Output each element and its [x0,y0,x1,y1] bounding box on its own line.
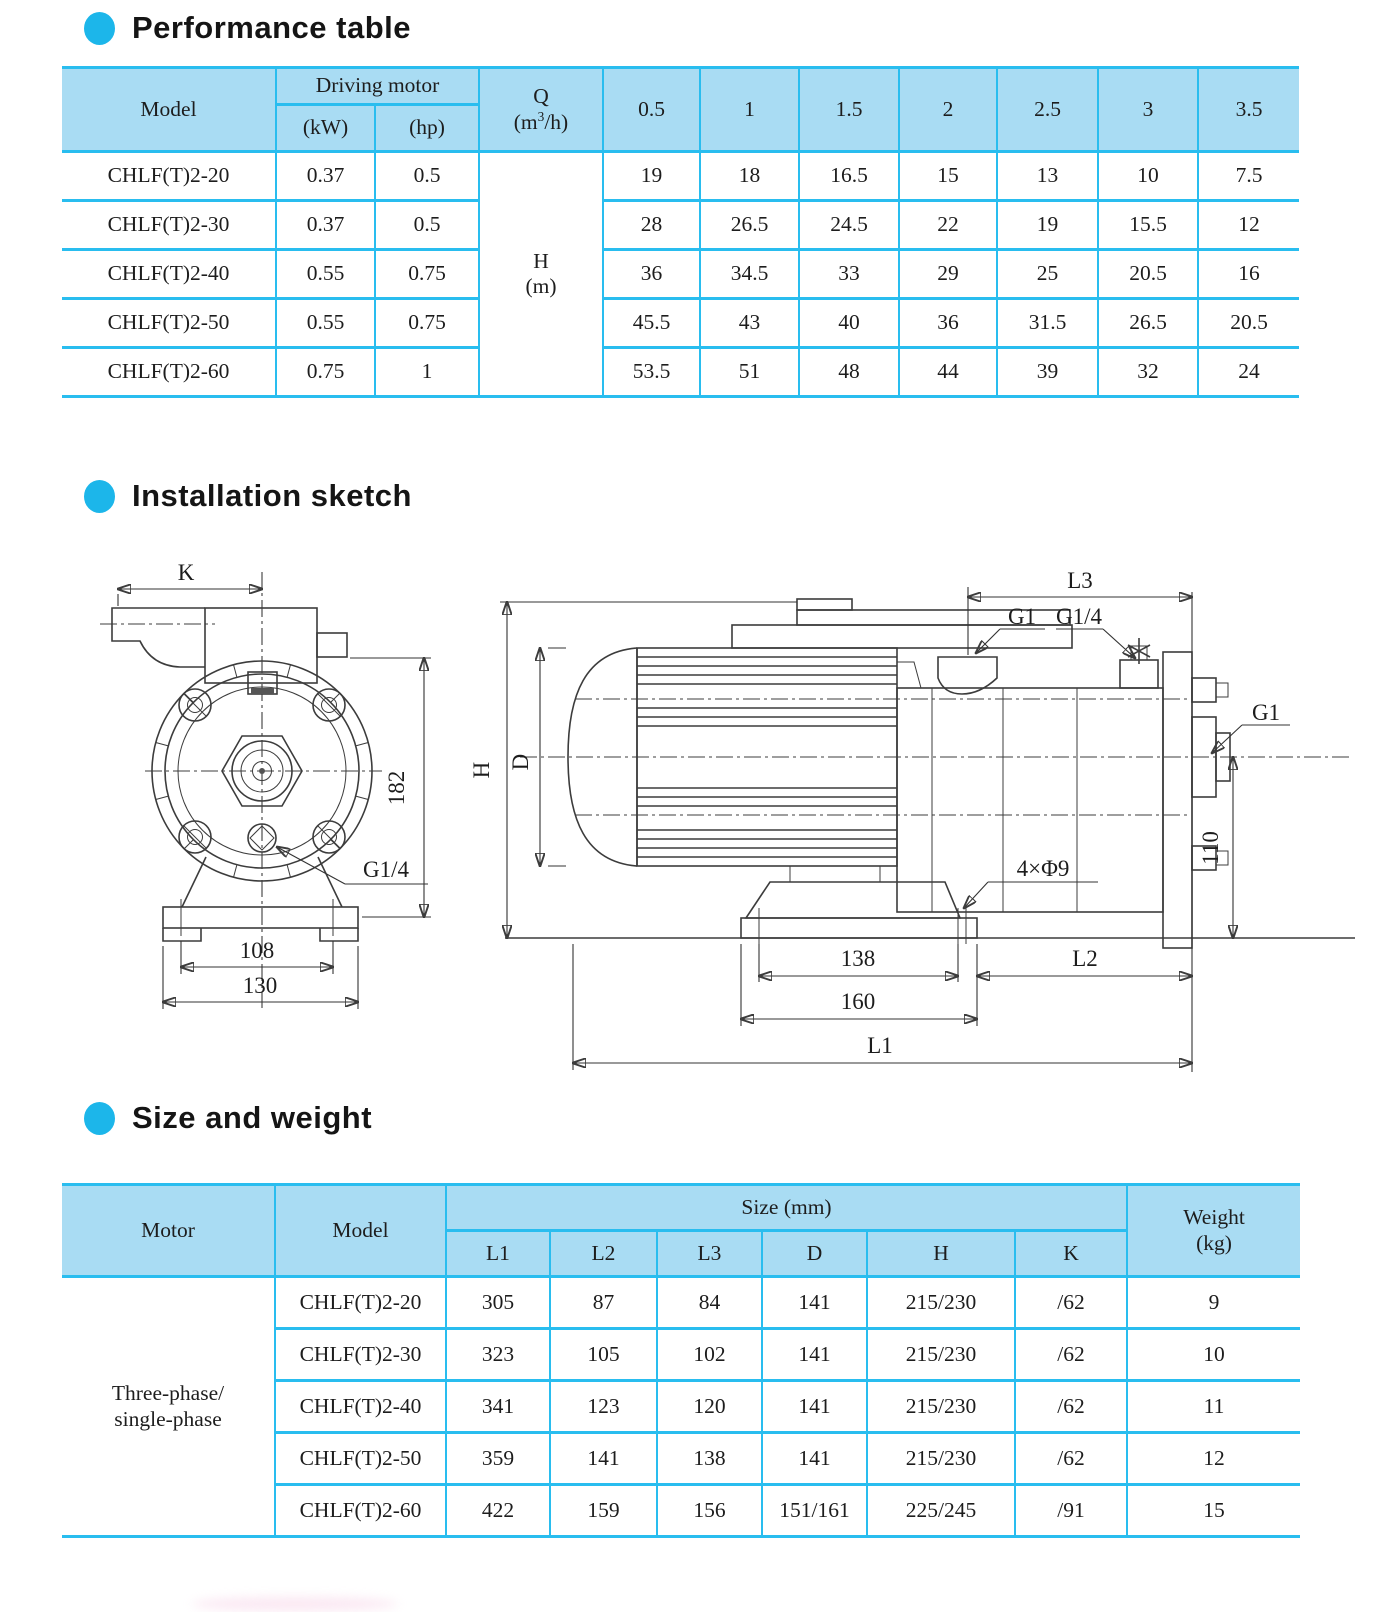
hp-cell: 0.75 [375,299,479,348]
size-cell: 159 [550,1485,657,1537]
col-header-hp: (hp) [375,105,479,152]
weight-cell: 9 [1127,1277,1300,1329]
table-row [62,1277,1300,1329]
head-cell: 20.5 [1198,299,1299,348]
head-cell: 13 [997,152,1098,201]
model-cell: CHLF(T)2-60 [275,1485,446,1537]
head-cell: 22 [899,201,997,250]
size-cell: 138 [657,1433,762,1485]
col-header-k: K [1015,1231,1127,1277]
col-header-flow-value: 1.5 [799,68,899,152]
dim-label-l2: L2 [1072,946,1098,971]
head-cell: 18 [700,152,799,201]
head-cell: 29 [899,250,997,299]
size-cell: 359 [446,1433,550,1485]
col-header-flow-value: 3.5 [1198,68,1299,152]
kw-cell: 0.55 [276,299,375,348]
head-unit-cell: H (m) [479,152,603,397]
model-cell: CHLF(T)2-40 [62,250,276,299]
head-cell: 31.5 [997,299,1098,348]
col-header-driving-motor: Driving motor [276,68,479,105]
model-cell: CHLF(T)2-50 [275,1433,446,1485]
dim-label-holes: 4×Φ9 [1016,856,1070,881]
q-label: Q [533,83,549,108]
col-header-flow-value: 0.5 [603,68,700,152]
head-cell: 53.5 [603,348,700,397]
cyan-bullet-icon [84,1102,115,1135]
head-cell: 43 [700,299,799,348]
size-cell: 141 [550,1433,657,1485]
head-cell: 36 [899,299,997,348]
dim-label-g1-discharge: G1 [1251,700,1281,725]
dim-label-g14-drain: G1/4 [363,857,409,882]
col-header-model: Model [62,68,276,152]
hp-cell: 1 [375,348,479,397]
section-heading-installation [84,478,412,514]
model-cell: CHLF(T)2-50 [62,299,276,348]
dim-label-110: 110 [1198,831,1223,865]
col-header-d: D [762,1231,867,1277]
size-cell: 323 [446,1329,550,1381]
model-cell: CHLF(T)2-30 [62,201,276,250]
size-cell: /62 [1015,1433,1127,1485]
table-row [62,299,1299,348]
size-cell: /62 [1015,1277,1127,1329]
col-header-l2: L2 [550,1231,657,1277]
kw-cell: 0.75 [276,348,375,397]
table-row [62,201,1299,250]
section-title: Performance table [132,10,411,45]
head-cell: 40 [799,299,899,348]
size-cell: 341 [446,1381,550,1433]
size-cell: 141 [762,1277,867,1329]
size-cell: 105 [550,1329,657,1381]
head-cell: 39 [997,348,1098,397]
head-cell: 26.5 [1098,299,1198,348]
col-header-l1: L1 [446,1231,550,1277]
hp-cell: 0.5 [375,201,479,250]
size-cell: 215/230 [867,1277,1015,1329]
head-cell: 44 [899,348,997,397]
kw-cell: 0.55 [276,250,375,299]
head-cell: 36 [603,250,700,299]
head-cell: 51 [700,348,799,397]
size-cell: 215/230 [867,1381,1015,1433]
section-heading-performance [84,10,411,46]
dim-label-g14-vent: G1/4 [1056,604,1102,629]
size-cell: 123 [550,1381,657,1433]
model-cell: CHLF(T)2-60 [62,348,276,397]
head-cell: 25 [997,250,1098,299]
dim-label-l3: L3 [1067,568,1093,593]
side-view-drawing [469,568,1355,1072]
col-header-weight: Weight (kg) [1127,1185,1300,1277]
head-cell: 45.5 [603,299,700,348]
hp-cell: 0.5 [375,152,479,201]
col-header-h: H [867,1231,1015,1277]
head-cell: 15 [899,152,997,201]
size-cell: 305 [446,1277,550,1329]
head-cell: 26.5 [700,201,799,250]
dim-label-182: 182 [384,770,409,806]
table-row [62,152,1299,201]
head-cell: 28 [603,201,700,250]
head-cell: 34.5 [700,250,799,299]
size-cell: 156 [657,1485,762,1537]
col-header-motor: Motor [62,1185,275,1277]
weight-cell: 10 [1127,1329,1300,1381]
kw-cell: 0.37 [276,152,375,201]
size-weight-table [62,1183,1300,1538]
size-cell: 215/230 [867,1433,1015,1485]
size-cell: 141 [762,1329,867,1381]
head-cell: 15.5 [1098,201,1198,250]
head-cell: 32 [1098,348,1198,397]
size-cell: 422 [446,1485,550,1537]
dim-label-d: D [508,753,533,771]
size-cell: 141 [762,1433,867,1485]
weight-cell: 15 [1127,1485,1300,1537]
dim-label-108: 108 [239,938,275,963]
dim-label-h: H [469,761,494,779]
size-cell: /62 [1015,1381,1127,1433]
col-header-model: Model [275,1185,446,1277]
motor-type-cell: Three-phase/ single-phase [62,1277,275,1537]
head-cell: 19 [603,152,700,201]
size-cell: /62 [1015,1329,1127,1381]
page-artifact-smudge [192,1597,398,1611]
col-header-l3: L3 [657,1231,762,1277]
col-header-size: Size (mm) [446,1185,1127,1231]
head-cell: 48 [799,348,899,397]
col-header-flow-value: 1 [700,68,799,152]
col-header-flow [479,68,603,152]
table-row [62,250,1299,299]
dim-label-160: 160 [840,989,876,1014]
dim-label-130: 130 [242,973,278,998]
dim-label-k: K [177,560,195,585]
size-cell: 141 [762,1381,867,1433]
col-header-flow-value: 2 [899,68,997,152]
head-cell: 10 [1098,152,1198,201]
table-row [62,348,1299,397]
size-cell: 225/245 [867,1485,1015,1537]
cyan-bullet-icon [84,12,115,45]
model-cell: CHLF(T)2-20 [275,1277,446,1329]
weight-cell: 12 [1127,1433,1300,1485]
hp-cell: 0.75 [375,250,479,299]
col-header-flow-value: 2.5 [997,68,1098,152]
head-cell: 19 [997,201,1098,250]
size-cell: /91 [1015,1485,1127,1537]
section-heading-size-weight [84,1100,372,1136]
performance-table [62,66,1299,398]
cyan-bullet-icon [84,480,115,513]
head-cell: 20.5 [1098,250,1198,299]
installation-sketch [0,540,1400,1092]
q-unit: $(m^3/h)$ [513,108,569,135]
head-cell: 7.5 [1198,152,1299,201]
size-cell: 215/230 [867,1329,1015,1381]
dim-label-g1-suction: G1 [1007,604,1037,629]
size-cell: 151/161 [762,1485,867,1537]
model-cell: CHLF(T)2-20 [62,152,276,201]
model-cell: CHLF(T)2-40 [275,1381,446,1433]
head-cell: 24 [1198,348,1299,397]
size-cell: 120 [657,1381,762,1433]
size-cell: 87 [550,1277,657,1329]
head-cell: 16.5 [799,152,899,201]
kw-cell: 0.37 [276,201,375,250]
head-cell: 12 [1198,201,1299,250]
size-cell: 102 [657,1329,762,1381]
col-header-flow-value: 3 [1098,68,1198,152]
size-cell: 84 [657,1277,762,1329]
head-cell: 16 [1198,250,1299,299]
section-title: Size and weight [132,1100,373,1135]
head-cell: 33 [799,250,899,299]
weight-cell: 11 [1127,1381,1300,1433]
front-view-drawing [100,560,431,1009]
dim-label-l1: L1 [867,1033,893,1058]
model-cell: CHLF(T)2-30 [275,1329,446,1381]
col-header-kw: (kW) [276,105,375,152]
dim-label-138: 138 [840,946,876,971]
head-cell: 24.5 [799,201,899,250]
section-title: Installation sketch [132,478,412,513]
